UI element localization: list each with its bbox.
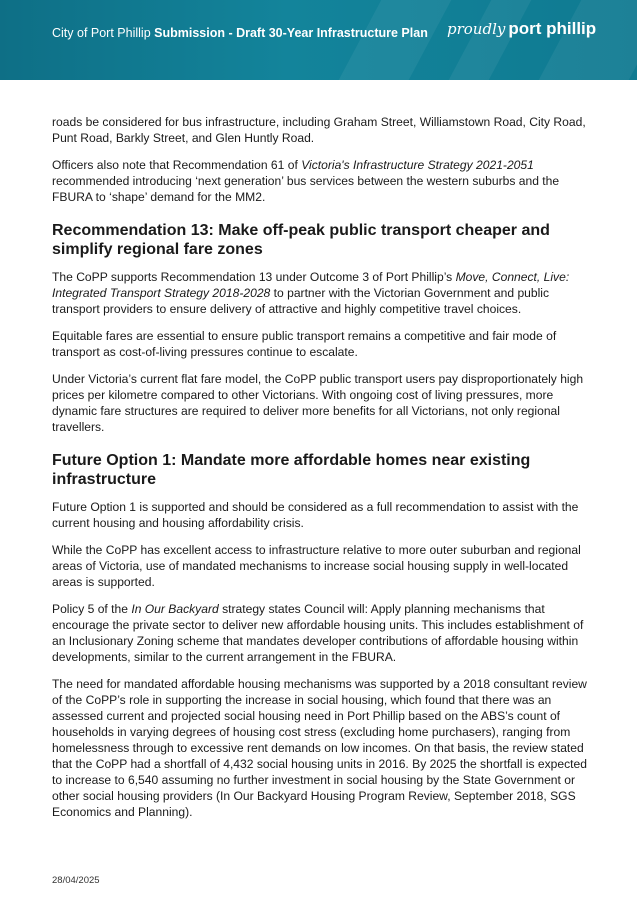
- text-run: strategy states Council will: Apply planning mechanisms that encourage the private sector to deliver new affordable housing units. This includes establishment of an Inclusionary Zoning scheme that mandates developer contributions of affordable housing within developments, similar to the current arrangement in the FBURA.: [52, 602, 584, 664]
- paragraph: The need for mandated affordable housing mechanisms was supported by a 2018 consultant review of the CoPP’s role in supporting the increase in social housing, which found that there was an assessed current and projected social housing need in Port Phillip based on the ABS’s count of households in varying degrees of housing cost stress (excluding home purchasers), ranging from homelessness through to excessive rent demands on low incomes. On that basis, the review stated that the CoPP had a shortfall of 4,432 social housing units in 2016. By 2025 the shortfall is expected to increase to 6,540 assuming no further investment in social housing by the State Government or other social housing providers (In Our Backyard Housing Program Review, September 2018, SGS Economics and Planning).: [52, 677, 587, 819]
- header-decoration: [339, 0, 452, 80]
- paragraph: While the CoPP has excellent access to infrastructure relative to more outer suburban and regional areas of Victoria, use of mandated mechanisms to increase social housing supply in well-located areas is supported.: [52, 543, 581, 589]
- header-decoration: [449, 0, 532, 80]
- text-run: to partner with the Victorian Government and public transport providers to ensure delivery of attractive and highly competitive travel choices.: [52, 286, 550, 316]
- page-header: [0, 0, 637, 80]
- text-run: recommended introducing ‘next generation’ bus services between the western suburbs and the FBURA to ‘shape’ demand for the MM2.: [52, 174, 560, 204]
- emphasis: Victoria's Infrastructure Strategy 2021-2051: [301, 158, 534, 172]
- heading-recommendation-13: Recommendation 13: Make off-peak public transport cheaper and simplify regional fare zones: [52, 222, 550, 258]
- header-org: City of Port Phillip: [52, 26, 151, 40]
- logo-script: proudly: [447, 20, 506, 38]
- logo-brand: port phillip: [508, 19, 597, 38]
- paragraph: [52, 269, 590, 317]
- paragraph: Under Victoria’s current flat fare model, the CoPP public transport users pay disproportionately high prices per kilometre compared to other Victorians. With ongoing cost of living pressures, more dynamic fare structures are required to deliver more benefits for all Victorians, not only regional travellers.: [52, 372, 584, 434]
- paragraph: [52, 601, 590, 665]
- paragraph: Equitable fares are essential to ensure public transport remains a competitive and fair mode of transport as cost-of-living pressures continue to escalate.: [52, 329, 557, 359]
- text-run: Officers also note that Recommendation 61 of: [52, 158, 302, 172]
- footer-date: 28/04/2025: [52, 875, 100, 886]
- header-title: [52, 26, 428, 40]
- document-body: [52, 114, 590, 831]
- paragraph: [52, 157, 590, 205]
- emphasis: In Our Backyard: [131, 602, 219, 616]
- text-run: Policy 5 of the: [52, 602, 132, 616]
- paragraph: Future Option 1 is supported and should be considered as a full recommendation to assist with the current housing and housing affordability crisis.: [52, 500, 579, 530]
- heading-future-option-1: Future Option 1: Mandate more affordable homes near existing infrastructure: [52, 452, 531, 488]
- emphasis: Move, Connect, Live: Integrated Transport Strategy 2018-2028: [52, 270, 570, 300]
- header-doc-title: Submission - Draft 30-Year Infrastructure Plan: [154, 26, 428, 40]
- header-decoration: [539, 0, 637, 80]
- text-run: The CoPP supports Recommendation 13 under Outcome 3 of Port Phillip’s: [52, 270, 456, 284]
- paragraph: roads be considered for bus infrastructure, including Graham Street, Williamstown Road, City Road, Punt Road, Barkly Street, and Glen Huntly Road.: [52, 115, 586, 145]
- council-logo: [447, 19, 596, 39]
